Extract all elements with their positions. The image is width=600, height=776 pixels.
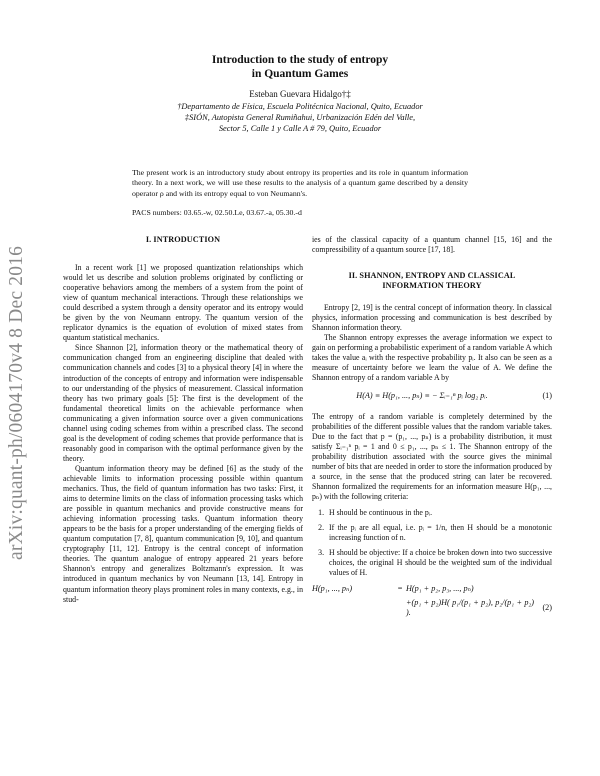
equation-2-number: (2) [542, 603, 552, 613]
section-2-heading-line-1: II. SHANNON, ENTROPY AND CLASSICAL [348, 271, 516, 281]
affiliation-2: ‡SIÓN, Autopista General Rumiñahui, Urbanización Edén del Valle, [184, 113, 416, 122]
equation-2-row-2 [312, 598, 552, 618]
intro-paragraph-1: In a recent work [1] we proposed quantization relationships which would let us describe and solution problems originated by conflicting or cooperative behaviors among the members of a system from the point of view of quantum mechanical interactions. Through these relationships we could described a system through a density operator and its entropy would be given by the von Neumann entropy. The quantum version of the replicator dynamics is the equation of evolution of mixed states from quantum statistical mechanics. [63, 263, 303, 343]
left-column [63, 235, 303, 605]
pacs-numbers: PACS numbers: 03.65.-w, 02.50.Le, 03.67.-a, 05.30.-d [132, 208, 302, 217]
section-2-heading [312, 271, 552, 291]
title-line-1: Introduction to the study of entropy [211, 54, 389, 66]
shannon-paragraph-3: The entropy of a random variable is completely determined by the probabilities of the different possible values that the random variable takes. Due to the fact that p = (p₁, ..., pₙ) is a probability distribution, it must satisfy Σᵢ₌₁ⁿ pᵢ = 1 and 0 ≤ p₁, ..., pₙ ≤ 1. The Shannon entropy of the probability distribution associated with the source gives the minimal number of bits that are needed in order to store the information produced by a source, in the sense that the produced string can later be recovered. Shannon formalized the requirements for an information measure H(p₁, ..., pₙ) with the following criteria: [312, 411, 552, 501]
affiliation-1: †Departamento de Física, Escuela Politécnica Nacional, Quito, Ecuador [177, 102, 423, 111]
abstract: The present work is an introductory study about entropy its properties and its role in quantum information theory. In a next work, we will use these results to the analysis of a quantum game described by a density operator ρ and with its entropy equal to von Neumann's. [132, 168, 468, 198]
arxiv-identifier-text: arXiv:quant-ph/0604170v4 8 Dec 2016 [6, 245, 27, 560]
equation-2-row-1 [312, 584, 552, 594]
section-2-heading-line-2: INFORMATION THEORY [382, 281, 482, 291]
arxiv-identifier-stamp [6, 245, 46, 600]
equation-2-lhs: H(p₁, ..., pₙ) [312, 584, 353, 594]
affiliation-3: Sector 5, Calle 1 y Calle A # 79, Quito, Ecuador [218, 124, 382, 133]
section-1-heading: I. INTRODUCTION [145, 235, 221, 244]
equation-2-rhs-2: +(p₁ + p₂)H( p₁/(p₁ + p₂), p₂/(p₁ + p₂) ). [406, 598, 534, 618]
intro-paragraph-3: Quantum information theory may be defined [6] as the study of the achievable limits to information processing possible within quantum mechanics. Thus, the field of quantum information has two tasks: First, it aims to determine limits on the class of information processing tasks which are possible in quantum mechanics and provide constructive means for achieving information processing tasks. Quantum information theory appears to be the basis for a proper understanding of the emerging fields of quantum computation [7, 8], quantum communication [9, 10], and quantum cryptography [11, 12]. Entropy is the central concept of information theories. The quantum analogue of entropy appeared 21 years before Shannon's entropy and generalizes Boltzmann's expression. It was introduced in quantum mechanics by von Neumann [13, 14]. Entropy in quantum information theory plays prominent roles in many contexts, e.g., in stud- [63, 463, 303, 604]
intro-paragraph-4: ies of the classical capacity of a quantum channel [15, 16] and the compressibility of a quantum source [17, 18]. [312, 235, 552, 255]
equation-1-number: (1) [542, 391, 552, 401]
criteria-item-2: 2. If the pᵢ are all equal, i.e. pᵢ = 1/n, then H should be a monotonic increasing function of n. [326, 523, 552, 543]
author-name: Esteban Guevara Hidalgo†‡ [249, 89, 351, 99]
paper-title [100, 53, 500, 81]
equation-2-rhs-1: H(p₁ + p₂, p₃, ..., pₙ) [406, 584, 474, 594]
criteria-item-3: 3. H should be objective: If a choice be broken down into two successive choices, the original H should be the weighted sum of the individual values of H. [326, 548, 552, 578]
right-column [312, 235, 552, 618]
equation-2 [312, 584, 552, 618]
equation-2-equals: = [397, 584, 403, 594]
author-block [100, 89, 500, 134]
intro-paragraph-2: Since Shannon [2], information theory or the mathematical theory of communication changed from an engineering discipline that dealed with communication channels and codes [3] to a physical theory [4] in where the introduction of the concepts of entropy and information were indispensable to our understanding of the physics of measurement. Classical information theory has two primary goals [5]: The first is the development of the fundamental theoretical limits on the achievable performance when communicating a given information source over a given communications channel using coding schemes from within a prescribed class. The second goal is the development of coding schemes that provide performance that is reasonably good in comparison with the optimal performance given by the theory. [63, 343, 303, 463]
equation-1-body: H(A) ≡ H(p₁, ..., pₙ) ≡ − Σᵢ₌₁ⁿ pᵢ log₂ pᵢ. [356, 391, 488, 401]
title-line-2: in Quantum Games [251, 68, 349, 80]
criteria-item-1: 1. H should be continuous in the pᵢ. [326, 508, 552, 518]
criteria-list [312, 508, 552, 578]
equation-1 [312, 391, 552, 401]
shannon-paragraph-1: Entropy [2, 19] is the central concept of information theory. In classical physics, information processing and communication is best described by Shannon information theory. [312, 303, 552, 333]
shannon-paragraph-2: The Shannon entropy expresses the average information we expect to gain on performing a probabilistic experiment of a random variable A which takes the value aᵢ with the respective probability pᵢ. It also can be seen as a measure of uncertainty before we learn the value of A. We define the Shannon entropy of a random variable A by [312, 333, 552, 383]
